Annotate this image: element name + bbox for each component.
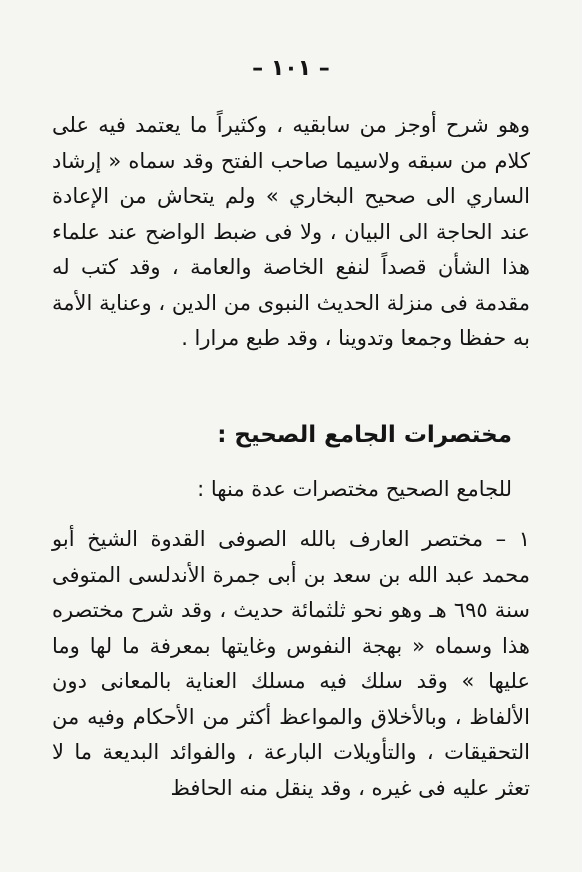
item-1-paragraph: ١ – مختصر العارف بالله الصوفى القدوة الشيخ أبو محمد عبد الله بن سعد بن أبى جمرة الأندلسى المتوفى سنة ٦٩٥ هـ وهو نحو ثلثمائة حديث ، وقد شرح مختصره هذا وسماه « بهجة النفوس وغايتها بمعرفة ما لها وما عليها » وقد سلك فيه مسلك العناية بالمعانى دون الألفاظ ، وبالأخلاق والمواعظ أكثر من الأحكام وفيه من التحقيقات ، والتأويلات البارعة ، والفوائد البديعة ما لا تعثر عليه فى غيره ، وقد ينقل منه الحافظ xyxy=(52,527,530,800)
intro-paragraph-block xyxy=(52,108,530,357)
section-subline: للجامع الصحيح مختصرات عدة منها : xyxy=(197,477,512,501)
page-number: – ١٠١ – xyxy=(252,56,330,81)
item-1-block xyxy=(52,522,530,806)
section-heading: مختصرات الجامع الصحيح : xyxy=(217,422,512,448)
intro-paragraph: وهو شرح أوجز من سابقيه ، وكثيراً ما يعتمد فيه على كلام من سبقه ولاسيما صاحب الفتح وقد سماه « إرشاد الساري الى صحيح البخاري » ولم يتحاش من الإعادة عند الحاجة الى البيان ، ولا فى ضبط الواضح عند علماء هذا الشأن قصداً لنفع الخاصة والعامة ، وقد كتب له مقدمة فى منزلة الحديث النبوى من الدين ، وعناية الأمة به حفظا وجمعا وتدوينا ، وقد طبع مرارا . xyxy=(52,113,530,350)
